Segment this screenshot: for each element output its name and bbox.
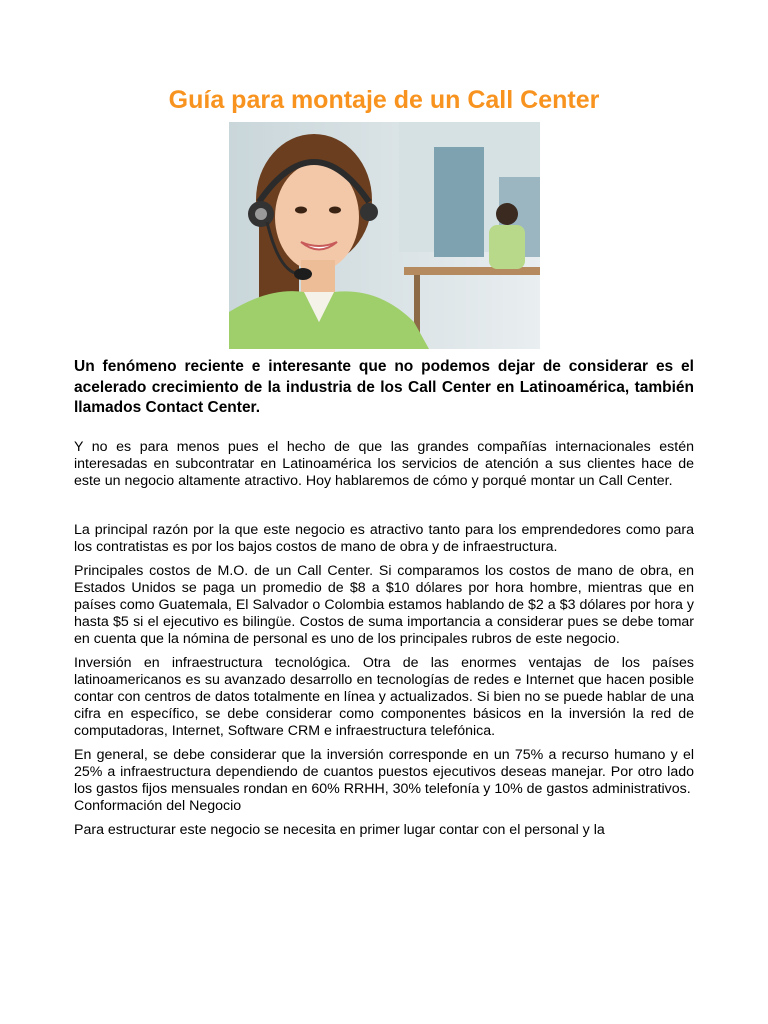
paragraph: Inversión en infraestructura tecnológica. Otra de las enormes ventajas de los países latinoamericanos es su avanzado desarrollo en tecnologías de redes e Internet que hacen posible contar con centros de datos totalmente en línea y actualizados. Si bien no se puede hablar de una cifra en específico, se debe considerar como componentes básicos en la inversión la red de computadoras, Internet, Software CRM e infraestructura telefónica. <box>74 654 694 739</box>
paragraph: Para estructurar este negocio se necesita en primer lugar contar con el personal y la <box>74 821 605 838</box>
article-body <box>74 357 694 839</box>
paragraph: Principales costos de M.O. de un Call Center. Si comparamos los costos de mano de obra, en Estados Unidos se paga un promedio de $8 a $10 dólares por hora hombre, mientras que en países como Guatemala, El Salvador o Colombia estamos hablando de $2 a $3 dólares por hora y hasta $5 si el ejecutivo es bilingüe. Costos de suma importancia a considerar pues se debe tomar en cuenta que la nómina de personal es uno de los principales rubros de este negocio. <box>74 562 694 647</box>
paragraph: La principal razón por la que este negocio es atractivo tanto para los emprendedores como para los contratistas es por los bajos costos de mano de obra y de infraestructura. <box>74 521 694 555</box>
call-center-agent-photo <box>229 122 540 349</box>
paragraph: Y no es para menos pues el hecho de que las grandes compañías internacionales estén interesadas en subcontratar en Latinoamérica los servicios de atención a sus clientes hace de este un negocio altamente atractivo. Hoy hablaremos de cómo y porqué montar un Call Center. <box>74 438 694 489</box>
lead-paragraph: Un fenómeno reciente e interesante que no podemos dejar de considerar es el acelerado crecimiento de la industria de los Call Center en Latinoamérica, también llamados Contact Center. <box>74 358 694 416</box>
document-title: Guía para montaje de un Call Center <box>168 86 600 114</box>
section-heading: Conformación del Negocio <box>74 797 242 814</box>
paragraph: En general, se debe considerar que la inversión corresponde en un 75% a recurso humano y el 25% a infraestructura dependiendo de cuantos puestos ejecutivos deseas manejar. Por otro lado los gastos fijos mensuales rondan en 60% RRHH, 30% telefonía y 10% de gastos administrativos. <box>74 746 694 797</box>
